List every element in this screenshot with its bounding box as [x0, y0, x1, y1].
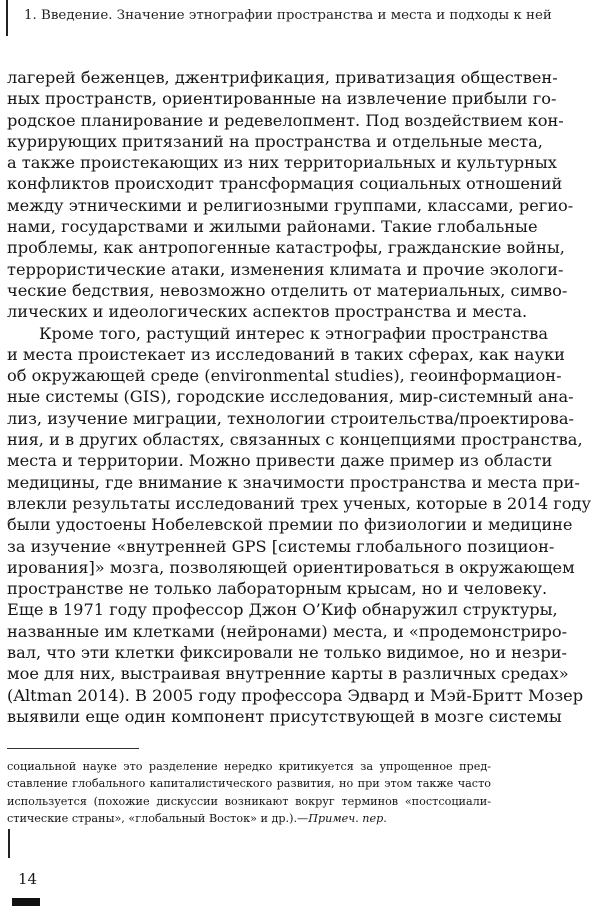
body-line: проблемы, как антропогенные катастрофы, гражданские войны,	[7, 238, 565, 258]
body-line: были удостоены Нобелевской премии по физиологии и медицине	[7, 515, 573, 535]
body-line: места и территории. Можно привести даже пример из области	[7, 451, 553, 471]
body-line: (Altman 2014). В 2005 году профессора Эдвард и Мэй-Бритт Мозер	[7, 685, 584, 705]
body-line: об окружающей среде (environmental studies), геоинформацион-	[7, 366, 562, 386]
page-number: 14	[18, 870, 38, 888]
footnote-line-last	[7, 810, 491, 827]
body-line: Еще в 1971 году профессор Джон О’Киф обнаружил структуры,	[7, 600, 558, 620]
footnote-line-text: стические страны», «глобальный Восток» и др.).—	[7, 811, 309, 825]
body-line: выявили еще один компонент присутствующей в мозге системы	[7, 706, 562, 726]
body-line: влекли результаты исследований трех ученых, которые в 2014 году	[7, 493, 591, 513]
body-line: за изучение «внутренней GPS [системы глобального позицион-	[7, 536, 555, 556]
body-line: ирования]» мозга, позволяющей ориентироваться в окружающем	[7, 557, 575, 577]
body-line: лагерей беженцев, джентрификация, приватизация обществен-	[7, 68, 558, 87]
body-line: нами, государствами и жилыми районами. Такие глобальные	[7, 217, 538, 237]
body-line: названные им клетками (нейронами) места, и «продемонстриро-	[7, 621, 568, 641]
running-head-rule	[6, 0, 8, 36]
body-line: ческие бедствия, невозможно отделить от материальных, симво-	[7, 280, 568, 300]
body-line: Кроме того, растущий интерес к этнографии пространства	[39, 323, 548, 343]
page-marker-bar	[12, 898, 40, 906]
running-head: 1. Введение. Значение этнографии пространства и места и подходы к ней	[24, 8, 552, 23]
body-line: ных пространств, ориентированные на извлечение прибыли го-	[7, 89, 557, 109]
footnote	[7, 758, 491, 827]
translator-note: Примеч. пер.	[308, 811, 387, 825]
body-line: родское планирование и редевелопмент. Под воздействием кон-	[7, 110, 564, 130]
footnote-line: социальной науке это разделение нередко критикуется за упрощенное пред-	[7, 760, 491, 773]
body-line: мое для них, выстраивая внутренние карты в различных средах»	[7, 664, 569, 684]
footnote-line: используется (похожие дискуссии возникают вокруг терминов «постсоциали-	[7, 794, 491, 808]
footnote-line: ставление глобального капиталистического развития, но при этом также часто	[7, 777, 491, 791]
body-line: медицины, где внимание к значимости пространства и места при-	[7, 472, 580, 492]
body-line: конфликтов происходит трансформация социальных отношений	[7, 174, 563, 194]
body-text	[7, 67, 591, 727]
body-line: ные системы (GIS), городские исследования, мир-системный ана-	[7, 387, 574, 407]
body-line: лиз, изучение миграции, технологии строительства/проектирова-	[7, 408, 574, 428]
body-line: между этническими и религиозными группами, классами, регио-	[7, 195, 574, 215]
footnote-rule	[7, 748, 139, 749]
body-line: курирующих притязаний на пространства и отдельные места,	[7, 131, 543, 151]
body-line: ния, и в других областях, связанных с концепциями пространства,	[7, 430, 583, 450]
body-line: и места проистекает из исследований в таких сферах, как науки	[7, 344, 565, 364]
body-line: террористические атаки, изменения климата и прочие экологи-	[7, 259, 564, 279]
body-line: пространстве не только лабораторным крысам, но и человеку.	[7, 579, 548, 599]
body-line: лических и идеологических аспектов пространства и места.	[7, 302, 528, 322]
body-line: а также проистекающих из них территориальных и культурных	[7, 153, 557, 173]
body-line: вал, что эти клетки фиксировали не только видимое, но и незри-	[7, 643, 567, 663]
page-number-rule	[8, 829, 10, 858]
